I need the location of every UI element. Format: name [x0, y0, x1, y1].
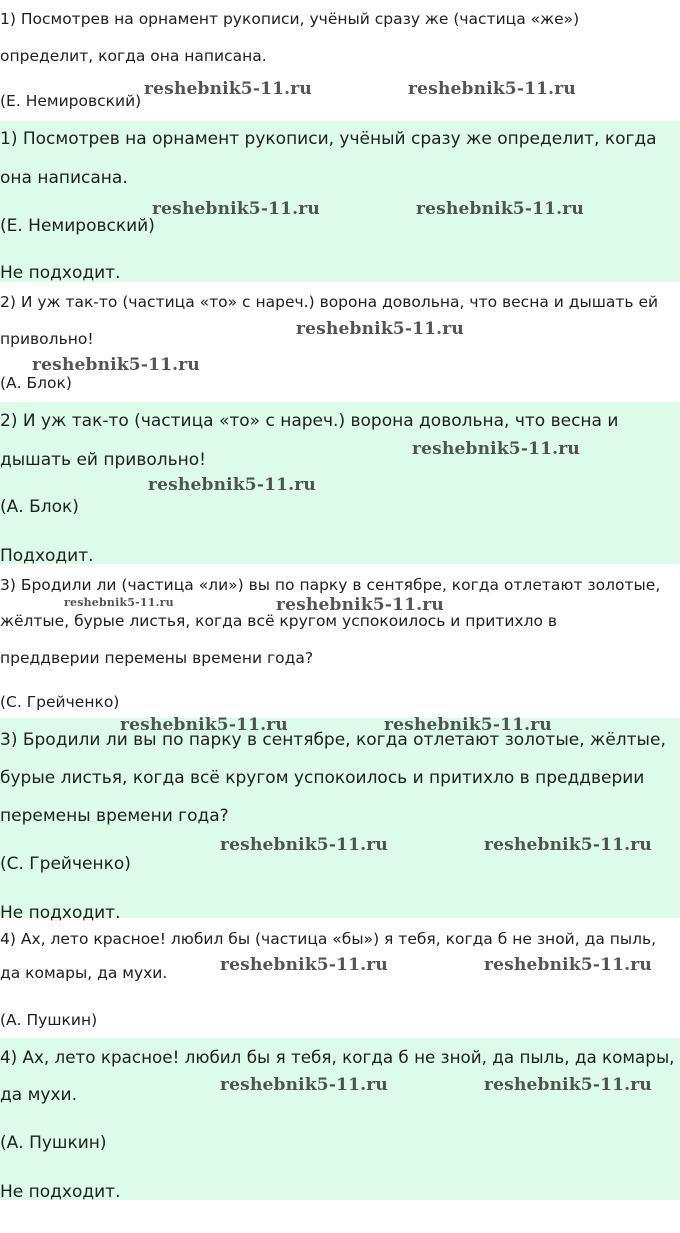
- answer-2-line-1: 2) И уж так-то (частица «то» с нареч.) ворона довольна, что весна и: [0, 411, 619, 431]
- watermark: reshebnik5-11.ru: [416, 199, 584, 219]
- watermark: reshebnik5-11.ru: [484, 1075, 652, 1095]
- watermark: reshebnik5-11.ru: [384, 715, 552, 735]
- answer-3-verdict: Не подходит.: [0, 903, 121, 923]
- watermark: reshebnik5-11.ru: [120, 715, 288, 735]
- answer-1-author: (Е. Немировский): [0, 216, 155, 236]
- question-3-author: (С. Грейченко): [0, 693, 120, 711]
- question-3-line-3: преддверии перемены времени года?: [0, 649, 314, 667]
- answer-block-2: [0, 402, 680, 564]
- answer-2-author: (А. Блок): [0, 497, 79, 517]
- answer-3-line-3: перемены времени года?: [0, 806, 229, 826]
- question-block-4: [0, 918, 680, 1038]
- question-block-1: [0, 0, 680, 118]
- question-2-line-1: 2) И уж так-то (частица «то» с нареч.) ворона довольна, что весна и дышать ей: [0, 293, 659, 311]
- answer-block-4: [0, 1038, 680, 1200]
- answer-block-1: [0, 121, 680, 282]
- answer-3-author: (С. Грейченко): [0, 854, 131, 874]
- answer-3-line-1: 3) Бродили ли вы по парку в сентябре, когда отлетают золотые, жёлтые,: [0, 730, 666, 750]
- watermark: reshebnik5-11.ru: [484, 955, 652, 975]
- answer-3-line-2: бурые листья, когда всё кругом успокоилось и притихло в преддверии: [0, 768, 645, 788]
- question-3-line-1: 3) Бродили ли (частица «ли») вы по парку в сентябре, когда отлетают золотые,: [0, 576, 661, 594]
- question-4-line-1: 4) Ах, лето красное! любил бы (частица «бы») я тебя, когда б не зной, да пыль,: [0, 930, 657, 948]
- answer-4-line-2: да мухи.: [0, 1085, 77, 1105]
- watermark: reshebnik5-11.ru: [276, 595, 444, 615]
- answer-2-verdict: Подходит.: [0, 546, 94, 566]
- question-1-line-1: 1) Посмотрев на орнамент рукописи, учёный сразу же (частица «же»): [0, 10, 580, 28]
- question-block-3: [0, 564, 680, 718]
- answer-1-line-2: она написана.: [0, 168, 128, 188]
- watermark: reshebnik5-11.ru: [412, 439, 580, 459]
- watermark: reshebnik5-11.ru: [220, 835, 388, 855]
- answer-4-author: (А. Пушкин): [0, 1133, 107, 1153]
- question-2-line-2: привольно!: [0, 330, 94, 348]
- question-3-line-2: жёлтые, бурые листья, когда всё кругом успокоилось и притихло в: [0, 612, 558, 630]
- answer-4-verdict: Не подходит.: [0, 1182, 121, 1202]
- question-block-2: [0, 282, 680, 402]
- answer-2-line-2: дышать ей привольно!: [0, 450, 206, 470]
- question-4-line-2: да комары, да мухи.: [0, 964, 168, 982]
- watermark: reshebnik5-11.ru: [484, 835, 652, 855]
- question-1-line-2: определит, когда она написана.: [0, 47, 267, 65]
- answer-1-line-1: 1) Посмотрев на орнамент рукописи, учёный сразу же определит, когда: [0, 129, 657, 149]
- watermark: reshebnik5-11.ru: [144, 79, 312, 99]
- watermark: reshebnik5-11.ru: [296, 319, 464, 339]
- watermark: reshebnik5-11.ru: [408, 79, 576, 99]
- answer-block-3: [0, 718, 680, 923]
- question-4-author: (А. Пушкин): [0, 1011, 98, 1029]
- watermark: reshebnik5-11.ru: [220, 955, 388, 975]
- question-1-author: (Е. Немировский): [0, 92, 142, 110]
- watermark: reshebnik5-11.ru: [220, 1075, 388, 1095]
- question-2-author: (А. Блок): [0, 374, 72, 392]
- answer-4-line-1: 4) Ах, лето красное! любил бы я тебя, когда б не зной, да пыль, да комары,: [0, 1047, 675, 1067]
- watermark: reshebnik5-11.ru: [152, 199, 320, 219]
- answer-1-verdict: Не подходит.: [0, 263, 121, 283]
- watermark: reshebnik5-11.ru: [64, 596, 174, 609]
- watermark: reshebnik5-11.ru: [148, 475, 316, 495]
- watermark: reshebnik5-11.ru: [32, 355, 200, 375]
